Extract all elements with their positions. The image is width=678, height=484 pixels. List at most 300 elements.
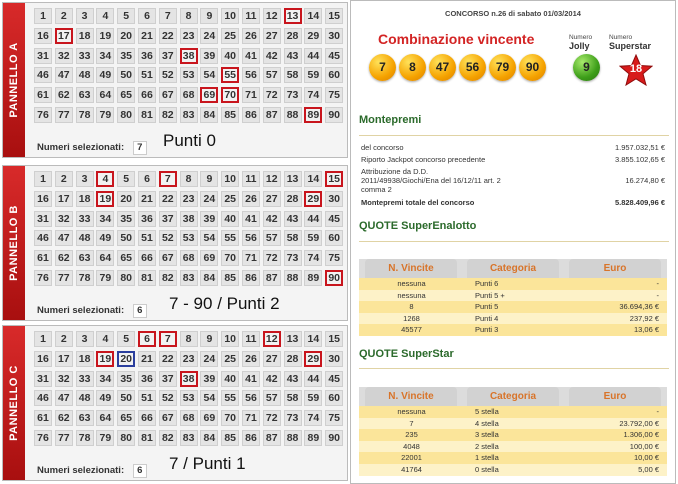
number-cell[interactable]: 24	[200, 351, 218, 367]
number-cell[interactable]: 54	[200, 390, 218, 406]
number-cell[interactable]: 10	[221, 171, 239, 187]
number-cell[interactable]: 50	[117, 390, 135, 406]
montepremi-row: comma 2	[361, 185, 392, 194]
number-cell[interactable]: 66	[138, 250, 156, 266]
number-cell[interactable]: 23	[180, 191, 198, 207]
number-cell[interactable]: 69	[200, 250, 218, 266]
number-cell[interactable]: 53	[180, 390, 198, 406]
number-cell[interactable]: 85	[221, 270, 239, 286]
number-cell[interactable]: 43	[284, 371, 302, 387]
number-cell[interactable]: 29	[304, 191, 322, 207]
number-cell[interactable]: 22	[159, 351, 177, 367]
number-cell[interactable]: 74	[304, 410, 322, 426]
number-cell[interactable]: 64	[96, 87, 114, 103]
number-cell[interactable]: 64	[96, 410, 114, 426]
number-cell[interactable]: 89	[304, 107, 322, 123]
number-cell[interactable]: 59	[304, 67, 322, 83]
number-cell[interactable]: 55	[221, 67, 239, 83]
number-cell[interactable]: 41	[242, 48, 260, 64]
number-cell[interactable]: 60	[325, 230, 343, 246]
number-cell[interactable]: 18	[76, 351, 94, 367]
number-cell[interactable]: 63	[76, 410, 94, 426]
table-row	[359, 418, 667, 430]
panel-a	[2, 2, 348, 158]
number-cell[interactable]: 56	[242, 67, 260, 83]
number-cell[interactable]: 52	[159, 390, 177, 406]
number-cell[interactable]: 4	[96, 171, 114, 187]
number-cell[interactable]: 61	[34, 87, 52, 103]
number-cell[interactable]: 9	[200, 171, 218, 187]
number-cell[interactable]: 47	[55, 67, 73, 83]
number-cell[interactable]: 5	[117, 331, 135, 347]
number-cell[interactable]: 1	[34, 8, 52, 24]
number-cell[interactable]: 65	[117, 250, 135, 266]
number-cell[interactable]: 38	[180, 371, 198, 387]
number-cell[interactable]: 40	[221, 371, 239, 387]
number-cell[interactable]: 40	[221, 211, 239, 227]
number-cell[interactable]: 62	[55, 250, 73, 266]
number-cell[interactable]: 87	[263, 430, 281, 446]
number-cell[interactable]: 84	[200, 270, 218, 286]
number-cell[interactable]: 37	[159, 371, 177, 387]
number-cell[interactable]: 10	[221, 331, 239, 347]
number-cell[interactable]: 62	[55, 410, 73, 426]
number-cell[interactable]: 25	[221, 191, 239, 207]
number-cell[interactable]: 27	[263, 191, 281, 207]
number-cell[interactable]: 26	[242, 28, 260, 44]
number-cell[interactable]: 57	[263, 67, 281, 83]
number-cell[interactable]: 39	[200, 371, 218, 387]
number-cell[interactable]: 83	[180, 430, 198, 446]
number-cell[interactable]: 7	[159, 171, 177, 187]
number-cell[interactable]: 87	[263, 270, 281, 286]
number-cell[interactable]: 77	[55, 270, 73, 286]
number-cell[interactable]: 44	[304, 211, 322, 227]
table-cell: -	[656, 290, 659, 300]
number-cell[interactable]: 16	[34, 351, 52, 367]
number-cell[interactable]: 34	[96, 211, 114, 227]
number-cell[interactable]: 19	[96, 28, 114, 44]
number-cell[interactable]: 25	[221, 28, 239, 44]
number-cell[interactable]: 80	[117, 430, 135, 446]
number-cell[interactable]: 82	[159, 270, 177, 286]
number-cell[interactable]: 3	[76, 8, 94, 24]
number-cell[interactable]: 64	[96, 250, 114, 266]
number-cell[interactable]: 53	[180, 67, 198, 83]
number-cell[interactable]: 63	[76, 87, 94, 103]
panel-c-label: PANNELLO C	[8, 365, 20, 441]
number-cell[interactable]: 57	[263, 390, 281, 406]
number-cell[interactable]: 77	[55, 430, 73, 446]
number-cell[interactable]: 45	[325, 211, 343, 227]
number-cell[interactable]: 35	[117, 371, 135, 387]
quote-superenalotto-title: QUOTE SuperEnalotto	[359, 220, 477, 232]
number-cell[interactable]: 75	[325, 410, 343, 426]
number-cell[interactable]: 22	[159, 28, 177, 44]
number-cell[interactable]: 58	[284, 390, 302, 406]
number-cell[interactable]: 14	[304, 8, 322, 24]
number-cell[interactable]: 21	[138, 28, 156, 44]
number-cell[interactable]: 44	[304, 371, 322, 387]
number-cell[interactable]: 31	[34, 211, 52, 227]
number-cell[interactable]: 31	[34, 371, 52, 387]
number-cell[interactable]: 59	[304, 230, 322, 246]
number-cell[interactable]: 36	[138, 48, 156, 64]
number-cell[interactable]: 5	[117, 171, 135, 187]
number-cell[interactable]: 3	[76, 171, 94, 187]
number-cell[interactable]: 82	[159, 107, 177, 123]
concorso-title: CONCORSO n.26 di sabato 01/03/2014	[445, 9, 581, 18]
number-cell[interactable]: 39	[200, 211, 218, 227]
panel-b-selected	[37, 304, 147, 318]
number-cell[interactable]: 20	[117, 28, 135, 44]
number-cell[interactable]: 3	[76, 331, 94, 347]
number-cell[interactable]: 7	[159, 331, 177, 347]
number-cell[interactable]: 2	[55, 331, 73, 347]
number-cell[interactable]: 84	[200, 430, 218, 446]
number-cell[interactable]: 78	[76, 107, 94, 123]
number-cell[interactable]: 51	[138, 67, 156, 83]
number-cell[interactable]: 41	[242, 371, 260, 387]
number-cell[interactable]: 82	[159, 430, 177, 446]
number-cell[interactable]: 17	[55, 28, 73, 44]
number-cell[interactable]: 88	[284, 430, 302, 446]
number-cell[interactable]: 60	[325, 67, 343, 83]
number-cell[interactable]: 37	[159, 48, 177, 64]
number-cell[interactable]: 76	[34, 430, 52, 446]
number-cell[interactable]: 4	[96, 8, 114, 24]
table-cell: -	[656, 407, 659, 416]
panel-a-result: Punti 0	[163, 131, 216, 150]
number-cell[interactable]: 85	[221, 430, 239, 446]
number-cell[interactable]: 54	[200, 230, 218, 246]
number-cell[interactable]: 26	[242, 191, 260, 207]
number-cell[interactable]: 34	[96, 371, 114, 387]
number-cell[interactable]: 8	[180, 171, 198, 187]
number-cell[interactable]: 32	[55, 371, 73, 387]
number-cell[interactable]: 63	[76, 250, 94, 266]
number-cell[interactable]: 30	[325, 191, 343, 207]
number-cell[interactable]: 87	[263, 107, 281, 123]
number-cell[interactable]: 73	[284, 250, 302, 266]
number-cell[interactable]: 60	[325, 390, 343, 406]
number-cell[interactable]: 40	[221, 48, 239, 64]
number-cell[interactable]: 65	[117, 410, 135, 426]
number-cell[interactable]: 72	[263, 87, 281, 103]
number-cell[interactable]: 68	[180, 410, 198, 426]
panel-a-tab[interactable]	[3, 3, 25, 157]
number-cell[interactable]: 57	[263, 230, 281, 246]
number-cell[interactable]: 17	[55, 351, 73, 367]
number-cell[interactable]: 62	[55, 87, 73, 103]
number-cell[interactable]: 15	[325, 171, 343, 187]
number-cell[interactable]: 53	[180, 230, 198, 246]
number-cell[interactable]: 1	[34, 331, 52, 347]
number-cell[interactable]: 19	[96, 191, 114, 207]
number-cell[interactable]: 90	[325, 430, 343, 446]
table-cell: 5,00 €	[638, 464, 659, 474]
number-cell[interactable]: 48	[76, 67, 94, 83]
selected-count: 7	[133, 141, 147, 155]
number-cell[interactable]: 38	[180, 211, 198, 227]
number-cell[interactable]: 69	[200, 87, 218, 103]
number-cell[interactable]: 70	[221, 87, 239, 103]
number-cell[interactable]: 21	[138, 351, 156, 367]
number-cell[interactable]: 47	[55, 230, 73, 246]
number-cell[interactable]: 23	[180, 28, 198, 44]
number-cell[interactable]: 22	[159, 191, 177, 207]
number-cell[interactable]: 26	[242, 351, 260, 367]
number-cell[interactable]: 88	[284, 270, 302, 286]
number-cell[interactable]: 70	[221, 410, 239, 426]
number-cell[interactable]: 79	[96, 107, 114, 123]
number-cell[interactable]: 24	[200, 191, 218, 207]
number-cell[interactable]: 20	[117, 351, 135, 367]
number-cell[interactable]: 16	[34, 191, 52, 207]
number-cell[interactable]: 84	[200, 107, 218, 123]
number-cell[interactable]: 2	[55, 171, 73, 187]
number-cell[interactable]: 46	[34, 230, 52, 246]
panel-b-tab[interactable]	[3, 166, 25, 320]
table-row	[359, 278, 667, 290]
number-cell[interactable]: 11	[242, 331, 260, 347]
number-cell[interactable]: 66	[138, 87, 156, 103]
montepremi-row: Riporto Jackpot concorso precedente 3.855.102,65 €	[361, 155, 665, 164]
number-cell[interactable]: 6	[138, 8, 156, 24]
number-cell[interactable]: 24	[200, 28, 218, 44]
number-cell[interactable]: 68	[180, 250, 198, 266]
number-cell[interactable]: 48	[76, 390, 94, 406]
number-cell[interactable]: 86	[242, 107, 260, 123]
number-cell[interactable]: 69	[200, 410, 218, 426]
table-cell: Punti 5 +	[475, 290, 505, 300]
number-cell[interactable]: 35	[117, 48, 135, 64]
number-cell[interactable]: 49	[96, 230, 114, 246]
number-cell[interactable]: 30	[325, 28, 343, 44]
number-cell[interactable]: 45	[325, 371, 343, 387]
number-cell[interactable]: 90	[325, 107, 343, 123]
number-cell[interactable]: 56	[242, 390, 260, 406]
number-cell[interactable]: 88	[284, 107, 302, 123]
number-cell[interactable]: 89	[304, 430, 322, 446]
number-cell[interactable]: 28	[284, 28, 302, 44]
number-cell[interactable]: 23	[180, 351, 198, 367]
winning-ball: 79	[489, 54, 516, 81]
number-cell[interactable]: 8	[180, 331, 198, 347]
number-cell[interactable]: 55	[221, 390, 239, 406]
number-cell[interactable]: 59	[304, 390, 322, 406]
number-cell[interactable]: 83	[180, 270, 198, 286]
number-cell[interactable]: 58	[284, 230, 302, 246]
number-cell[interactable]: 76	[34, 107, 52, 123]
number-cell[interactable]: 33	[76, 48, 94, 64]
panel-a-label: PANNELLO A	[8, 42, 20, 118]
number-cell[interactable]: 73	[284, 410, 302, 426]
number-cell[interactable]: 75	[325, 87, 343, 103]
number-cell[interactable]: 8	[180, 8, 198, 24]
number-cell[interactable]: 12	[263, 331, 281, 347]
number-cell[interactable]: 29	[304, 351, 322, 367]
number-cell[interactable]: 80	[117, 107, 135, 123]
number-cell[interactable]: 83	[180, 107, 198, 123]
number-cell[interactable]: 6	[138, 331, 156, 347]
number-cell[interactable]: 66	[138, 410, 156, 426]
number-cell[interactable]: 67	[159, 410, 177, 426]
number-cell[interactable]: 42	[263, 48, 281, 64]
number-cell[interactable]: 46	[34, 67, 52, 83]
number-cell[interactable]: 13	[284, 8, 302, 24]
panel-c-tab[interactable]	[3, 326, 25, 480]
number-cell[interactable]: 81	[138, 430, 156, 446]
superstar-table	[359, 387, 667, 476]
number-cell[interactable]: 79	[96, 430, 114, 446]
number-cell[interactable]: 61	[34, 410, 52, 426]
number-cell[interactable]: 1	[34, 171, 52, 187]
number-cell[interactable]: 14	[304, 331, 322, 347]
number-cell[interactable]: 56	[242, 230, 260, 246]
number-cell[interactable]: 55	[221, 230, 239, 246]
number-cell[interactable]: 17	[55, 191, 73, 207]
number-cell[interactable]: 71	[242, 87, 260, 103]
number-cell[interactable]: 4	[96, 331, 114, 347]
number-cell[interactable]: 81	[138, 107, 156, 123]
number-cell[interactable]: 31	[34, 48, 52, 64]
number-cell[interactable]: 34	[96, 48, 114, 64]
number-cell[interactable]: 48	[76, 230, 94, 246]
number-cell[interactable]: 81	[138, 270, 156, 286]
number-cell[interactable]: 18	[76, 191, 94, 207]
number-cell[interactable]: 25	[221, 351, 239, 367]
table-row	[359, 313, 667, 325]
number-cell[interactable]: 74	[304, 250, 322, 266]
number-cell[interactable]: 19	[96, 351, 114, 367]
number-cell[interactable]: 78	[76, 270, 94, 286]
number-cell[interactable]: 15	[325, 331, 343, 347]
number-cell[interactable]: 14	[304, 171, 322, 187]
number-cell[interactable]: 12	[263, 8, 281, 24]
number-cell[interactable]: 72	[263, 250, 281, 266]
number-cell[interactable]: 54	[200, 67, 218, 83]
number-cell[interactable]: 11	[242, 8, 260, 24]
number-cell[interactable]: 67	[159, 250, 177, 266]
number-cell[interactable]: 78	[76, 430, 94, 446]
number-cell[interactable]: 41	[242, 211, 260, 227]
number-cell[interactable]: 33	[76, 211, 94, 227]
number-cell[interactable]: 28	[284, 351, 302, 367]
number-cell[interactable]: 86	[242, 270, 260, 286]
number-cell[interactable]: 47	[55, 390, 73, 406]
number-cell[interactable]: 32	[55, 48, 73, 64]
panel-a-grid	[33, 7, 345, 126]
table-cell: 4048	[403, 441, 420, 451]
number-cell[interactable]: 13	[284, 331, 302, 347]
number-cell[interactable]: 10	[221, 8, 239, 24]
number-cell[interactable]: 6	[138, 171, 156, 187]
number-cell[interactable]: 46	[34, 390, 52, 406]
number-cell[interactable]: 16	[34, 28, 52, 44]
number-cell[interactable]: 45	[325, 48, 343, 64]
number-cell[interactable]: 90	[325, 270, 343, 286]
number-cell[interactable]: 52	[159, 230, 177, 246]
number-cell[interactable]: 65	[117, 87, 135, 103]
number-cell[interactable]: 27	[263, 351, 281, 367]
number-cell[interactable]: 21	[138, 191, 156, 207]
number-cell[interactable]: 7	[159, 8, 177, 24]
number-cell[interactable]: 49	[96, 390, 114, 406]
number-cell[interactable]: 43	[284, 211, 302, 227]
number-cell[interactable]: 68	[180, 87, 198, 103]
number-cell[interactable]: 20	[117, 191, 135, 207]
montepremi-title: Montepremi	[359, 114, 422, 126]
number-cell[interactable]: 13	[284, 171, 302, 187]
number-cell[interactable]: 9	[200, 8, 218, 24]
number-cell[interactable]: 33	[76, 371, 94, 387]
number-cell[interactable]: 80	[117, 270, 135, 286]
number-cell[interactable]: 37	[159, 211, 177, 227]
number-cell[interactable]: 36	[138, 211, 156, 227]
table-header	[359, 387, 667, 406]
number-cell[interactable]: 71	[242, 410, 260, 426]
number-cell[interactable]: 74	[304, 87, 322, 103]
number-cell[interactable]: 77	[55, 107, 73, 123]
number-cell[interactable]: 67	[159, 87, 177, 103]
number-cell[interactable]: 44	[304, 48, 322, 64]
number-cell[interactable]: 79	[96, 270, 114, 286]
number-cell[interactable]: 85	[221, 107, 239, 123]
number-cell[interactable]: 51	[138, 390, 156, 406]
number-cell[interactable]: 42	[263, 211, 281, 227]
number-cell[interactable]: 36	[138, 371, 156, 387]
number-cell[interactable]: 73	[284, 87, 302, 103]
number-cell[interactable]: 42	[263, 371, 281, 387]
number-cell[interactable]: 43	[284, 48, 302, 64]
number-cell[interactable]: 89	[304, 270, 322, 286]
number-cell[interactable]: 61	[34, 250, 52, 266]
table-cell: 7	[409, 418, 414, 428]
panel-b-label: PANNELLO B	[8, 205, 20, 281]
number-cell[interactable]: 72	[263, 410, 281, 426]
number-cell[interactable]: 58	[284, 67, 302, 83]
number-cell[interactable]: 75	[325, 250, 343, 266]
number-cell[interactable]: 70	[221, 250, 239, 266]
number-cell[interactable]: 52	[159, 67, 177, 83]
number-cell[interactable]: 49	[96, 67, 114, 83]
number-cell[interactable]: 76	[34, 270, 52, 286]
number-cell[interactable]: 5	[117, 8, 135, 24]
number-cell[interactable]: 2	[55, 8, 73, 24]
number-cell[interactable]: 51	[138, 230, 156, 246]
number-cell[interactable]: 38	[180, 48, 198, 64]
number-cell[interactable]: 50	[117, 67, 135, 83]
number-cell[interactable]: 15	[325, 8, 343, 24]
number-cell[interactable]: 39	[200, 48, 218, 64]
number-cell[interactable]: 29	[304, 28, 322, 44]
number-cell[interactable]: 27	[263, 28, 281, 44]
number-cell[interactable]: 32	[55, 211, 73, 227]
number-cell[interactable]: 9	[200, 331, 218, 347]
number-cell[interactable]: 35	[117, 211, 135, 227]
table-row	[359, 452, 667, 464]
number-cell[interactable]: 11	[242, 171, 260, 187]
winning-ball: 56	[459, 54, 486, 81]
number-cell[interactable]: 71	[242, 250, 260, 266]
number-cell[interactable]: 30	[325, 351, 343, 367]
number-cell[interactable]: 28	[284, 191, 302, 207]
number-cell[interactable]: 18	[76, 28, 94, 44]
number-cell[interactable]: 86	[242, 430, 260, 446]
number-cell[interactable]: 12	[263, 171, 281, 187]
number-cell[interactable]: 50	[117, 230, 135, 246]
